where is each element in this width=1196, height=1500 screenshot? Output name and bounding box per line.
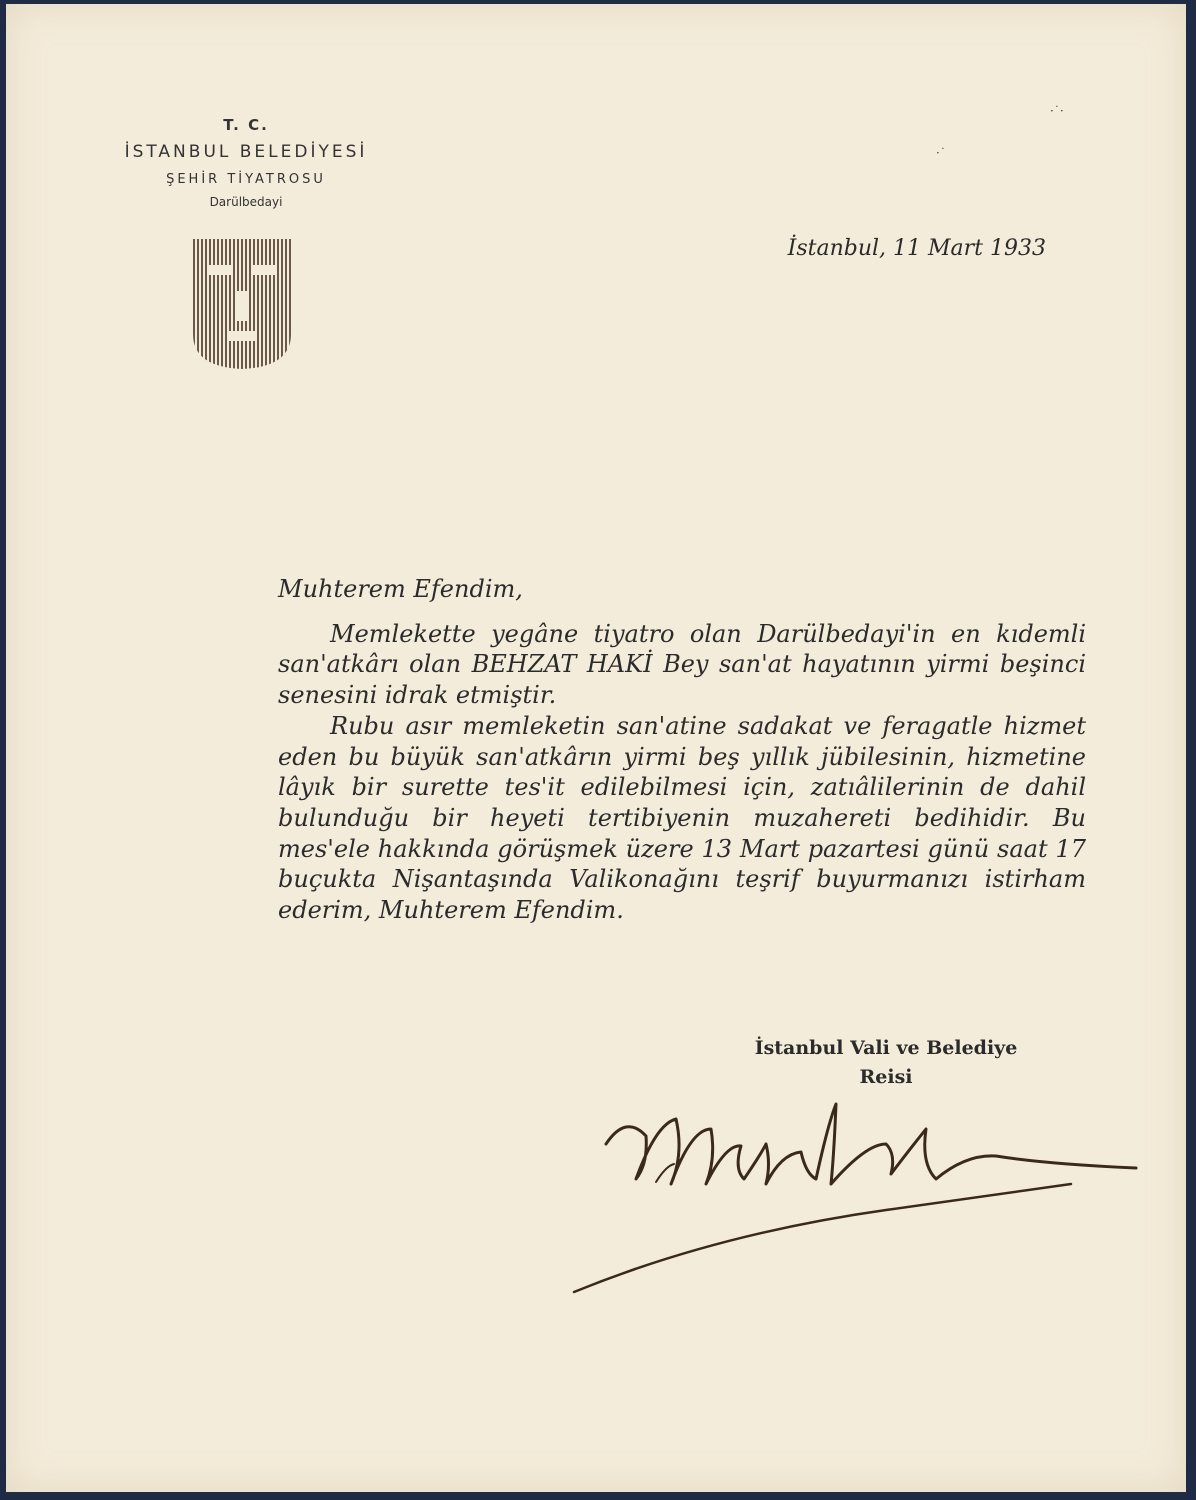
paragraph-2: Rubu asır memleketin san'atine sadakat ve feragatle hizmet eden bu büyük san'atkârın yirmi beş yıllık jübilesinin, hizmetine lâyık bir surette tes'it edilebilmesi için, zatıâlilerinin de dahil bulunduğu bir heyeti tertibiyenin muzahereti bedihidir. Bu mes'ele hakkında görüşmek üzere 13 Mart pazartesi günü saat 17 buçukta Nişantaşında Valikonağını teşrif buyurmanızı istirham ederim, Muhterem Efendim. bbox=[278, 711, 1086, 925]
letterhead-line-darulbedayi: Darülbedayi bbox=[209, 195, 283, 209]
letter-body bbox=[278, 574, 1086, 926]
salutation: Muhterem Efendim, bbox=[278, 575, 523, 603]
ink-speck: ·˙ bbox=[936, 146, 946, 160]
closing-title: İstanbul Vali ve Belediye bbox=[754, 1037, 1018, 1059]
paragraph-1: Memlekette yegâne tiyatro olan Darülbedayi'in en kıdemli san'atkârı olan BEHZAT HAKİ Bey san'at hayatının yirmi beşinci senesini idrak etmiştir. bbox=[278, 619, 1086, 710]
letterhead-line-municipality: İSTANBUL BELEDİYESİ bbox=[124, 142, 368, 162]
letterhead bbox=[106, 116, 386, 209]
handwritten-signature bbox=[566, 1084, 1146, 1314]
letter-sheet bbox=[6, 4, 1186, 1492]
letterhead-line-tc: T. C. bbox=[223, 116, 269, 134]
theatre-mask-emblem-icon bbox=[193, 239, 291, 369]
letterhead-line-theatre: ŞEHİR TİYATROSU bbox=[166, 172, 326, 187]
closing-title-2: Reisi bbox=[859, 1066, 913, 1088]
ink-speck: ·˙· bbox=[1050, 104, 1064, 118]
letter-date: İstanbul, 11 Mart 1933 bbox=[787, 236, 1046, 261]
